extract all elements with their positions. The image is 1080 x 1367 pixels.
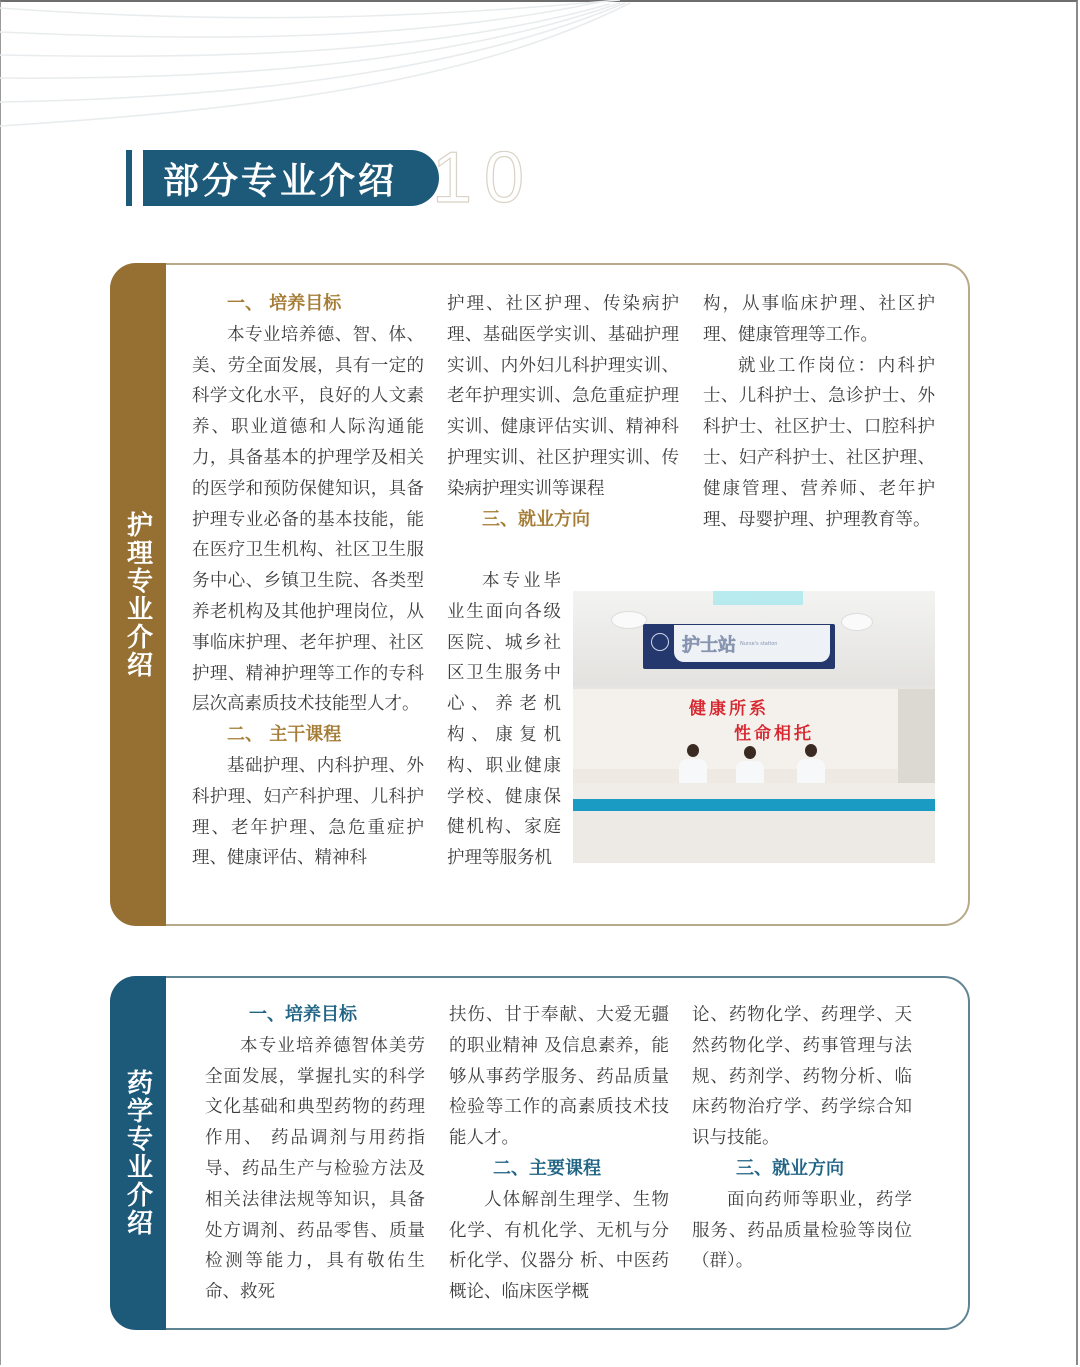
pharmacy-section-tab: [110, 976, 166, 1330]
nursing-careers-text-1: 本专业毕业生面向各级医院、城乡社区卫生服务中心、养老机构、康复机构、职业健康学校、健康保健机构、家庭护理等服务机: [447, 571, 561, 869]
nursing-heading-goals: 一、 培养目标: [227, 293, 342, 314]
pharmacy-careers-text: 面向药师等职业，药学服务、药品质量检验等岗位（群）。: [692, 1189, 912, 1272]
pharmacy-courses-text-1: 人体解剖生理学、生物化学、有机化学、无机与分析化学、仪器分 析、中医药概论、临床医学概: [449, 1189, 669, 1303]
nurse-station-sign: 护士站: [682, 634, 736, 656]
nursing-courses-text-1: 基础护理、内科护理、外科护理、妇产科护理、儿科护理、老年护理、急危重症护理、健康评估、精神科: [192, 755, 424, 869]
pharmacy-goals-text-1: 本专业培养德智体美劳全面发展，掌握扎实的科学文化基础和典型药物的药理作用、 药品调剂与用药指导、药品生产与检验方法及相关法律法规等知识，具备处方调剂、药品零售、质量检测等能力，具有敬佑生命、救死: [205, 1035, 425, 1303]
nurse-station-photo: [573, 591, 935, 863]
nursing-careers-text-2: 构，从事临床护理、社区护理、健康管理等工作。: [703, 294, 935, 345]
pharmacy-goals-text-2: 扶伤、甘于奉献、大爱无疆的职业精神 及信息素养，能够从事药学服务、药品质量检验等工作的高素质技术技能人才。: [449, 1005, 669, 1149]
header-accent-bar: [126, 150, 132, 206]
pharmacy-heading-goals: 一、培养目标: [249, 1004, 357, 1025]
wall-slogan-line-1: 健康所系: [689, 699, 769, 719]
pharmacy-tab-label: 药学专业介绍: [122, 1069, 153, 1237]
nursing-tab-label: 护理专业介绍: [122, 510, 153, 679]
nursing-jobs-text: 就业工作岗位：内科护士、儿科护士、急诊护士、外科护士、社区护士、口腔科护士、妇产科护士、社区护理、健康管理、营养师、老年护理、母婴护理、护理教育等。: [703, 355, 935, 530]
nursing-heading-courses: 二、 主干课程: [227, 724, 342, 746]
nursing-column-1: [192, 289, 424, 874]
nursing-careers-narrow: [447, 566, 561, 874]
page-title: 部分专业介绍: [163, 160, 398, 202]
wall-slogan-line-2: 性命相托: [734, 724, 814, 744]
page-title-banner: [143, 150, 439, 206]
nurse-station-sign-english: Nurse's station: [740, 640, 778, 647]
pharmacy-column-3: [692, 1000, 912, 1277]
nursing-courses-text-2: 护理、社区护理、传染病护理、基础医学实训、基础护理实训、内外妇儿科护理实训、老年护理实训、急危重症护理实训、健康评估实训、精神科护理实训、社区护理实训、传染病护理实训等课程: [447, 294, 679, 499]
pharmacy-courses-text-2: 论、药物化学、药理学、天然药物化学、药事管理与法规、药剂学、药物分析、临床药物治疗学、药学综合知识与技能。: [692, 1005, 912, 1149]
nursing-column-3: [703, 289, 935, 535]
page-number: 10: [432, 138, 537, 218]
pharmacy-heading-careers: 三、就业方向: [736, 1157, 844, 1179]
nursing-section-tab: [110, 263, 166, 926]
pharmacy-column-2: [449, 1000, 669, 1308]
nursing-column-2: [447, 289, 679, 535]
nursing-goals-text: 本专业培养德、智、体、美、劳全面发展，具有一定的科学文化水平，良好的人文素养、职业道德和人际沟通能力，具备基本的护理学及相关的医学和预防保健知识，具备护理专业必备的基本技能，能在医疗卫生机构、社区卫生服务中心、乡镇卫生院、各类型养老机构及其他护理岗位，从事临床护理、老年护理、社区护理、精神护理等工作的专科层次高素质技术技能型人才。: [192, 324, 424, 715]
nursing-heading-careers: 三、就业方向: [482, 508, 590, 530]
pharmacy-column-1: [205, 1000, 425, 1308]
pharmacy-heading-courses: 二、主要课程: [493, 1157, 601, 1179]
decorative-curves: [0, 0, 700, 140]
